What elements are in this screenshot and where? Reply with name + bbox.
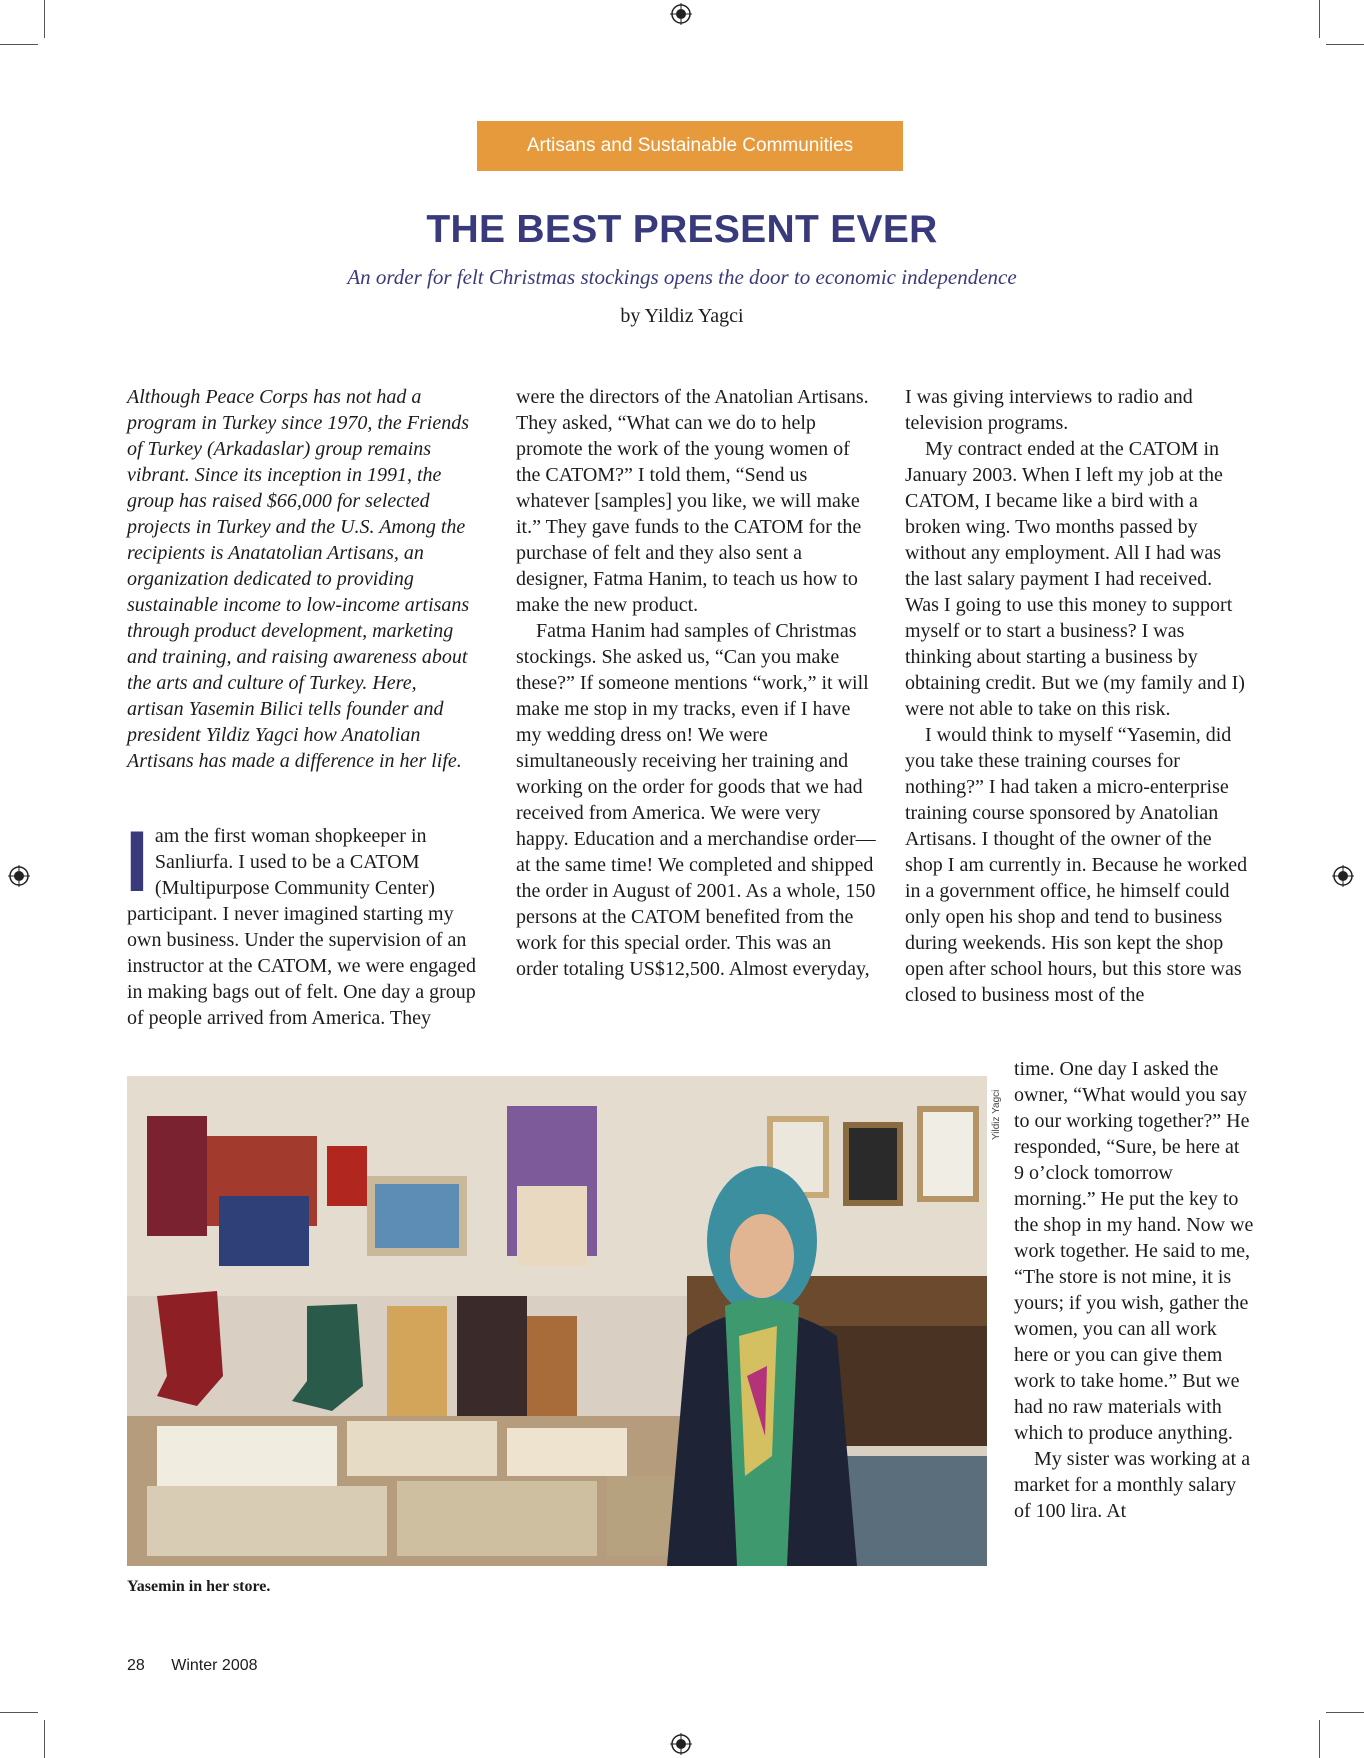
- body-column-3: [905, 384, 1250, 1008]
- body-paragraph: I would think to myself “Yasemin, did you take these training courses for nothing?” I had taken a micro-enterprise training course sponsored by Anatolian Artisans. I thought of the owner of the shop I am currently in. Because he worked in a government office, he himself could only open his shop and tend to business during weekends. His son kept the shop open after school hours, but this store was closed to business most of the: [905, 724, 1248, 1006]
- body-column-3-continued: [1014, 1056, 1254, 1524]
- article-subtitle: An order for felt Christmas stockings opens the door to economic independence: [347, 265, 1017, 289]
- body-text: am the first woman shopkeeper in Sanliurfa. I used to be a CATOM (Multipurpose Community Center) participant. I never imagined starting my own business. Under the supervision of an instructor at the CATOM, we were engaged in making bags out of felt. One day a group of people arrived from America. They: [127, 825, 476, 1029]
- crop-mark: [0, 44, 38, 45]
- crop-mark: [1326, 44, 1364, 45]
- intro-paragraph: [127, 384, 477, 774]
- store-photo: [127, 1076, 987, 1566]
- body-column-2: [516, 384, 876, 982]
- body-paragraph: Fatma Hanim had samples of Christmas stockings. She asked us, “Can you make these?” If someone mentions “work,” it will make me stop in my tracks, even if I have my wedding dress on! We were simultaneously receiving her training and working on the order for goods that we had received from America. We were very happy. Education and a merchandise order—at the same time! We completed and shipped the order in August of 2001. As a whole, 150 persons at the CATOM benefited from the work for this special order. This was an order totaling US$12,500. Almost everyday,: [516, 620, 876, 980]
- photo-caption: Yasemin in her store.: [127, 1578, 271, 1595]
- body-paragraph: My contract ended at the CATOM in January 2003. When I left my job at the CATOM, I became like a bird with a broken wing. Two months passed by without any employment. All I had was the last salary payment I had received. Was I going to use this money to support myself or to start a business? I was thinking about starting a business by obtaining credit. But we (my family and I) were not able to take on this risk.: [905, 438, 1245, 720]
- crop-mark: [0, 1712, 38, 1713]
- drop-cap: I: [125, 814, 149, 910]
- crop-mark: [44, 1720, 45, 1758]
- body-paragraph: time. One day I asked the owner, “What would you say to our working together?” He responded, “Sure, be here at 9 o’clock tomorrow morning.” He put the key to the shop in my hand. Now we work together. He said to me, “The store is not mine, it is yours; if you wish, gather the women, you can all work here or you can give them work to take home.” But we had no raw materials with which to produce anything.: [1014, 1058, 1254, 1444]
- issue-label: Winter 2008: [171, 1657, 258, 1674]
- crop-mark: [1319, 1720, 1320, 1758]
- page-footer: [127, 1657, 280, 1675]
- photo-credit: Yildiz Yagci: [991, 1089, 1002, 1140]
- crop-mark: [1319, 0, 1320, 38]
- crop-mark: [44, 0, 45, 38]
- registration-mark-icon: [670, 3, 692, 25]
- body-paragraph: My sister was working at a market for a monthly salary of 100 lira. At: [1014, 1448, 1251, 1522]
- photo-illustration: [127, 1076, 987, 1566]
- intro-text: Although Peace Corps has not had a program in Turkey since 1970, the Friends of Turkey (Arkadaslar) group remains vibrant. Since its inception in 1991, the group has raised $66,000 for selected projects in Turkey and the U.S. Among the recipients is Anatatolian Artisans, an organization dedicated to providing sustainable income to low-income artisans through product development, marketing and training, and raising awareness about the arts and culture of Turkey. Here, artisan Yasemin Bilici tells founder and president Yildiz Yagci how Anatolian Artisans has made a difference in her life.: [127, 386, 470, 772]
- body-paragraph: were the directors of the Anatolian Artisans. They asked, “What can we do to help promote the work of the young women of the CATOM?” I told them, “Send us whatever [samples] you like, we will make it.” They gave funds to the CATOM for the purchase of felt and they also sent a designer, Fatma Hanim, to teach us how to make the new product.: [516, 386, 869, 616]
- page-number: 28: [127, 1657, 145, 1674]
- byline: by Yildiz Yagci: [620, 305, 744, 327]
- body-column-1: [125, 814, 477, 1031]
- registration-mark-icon: [8, 865, 30, 887]
- body-paragraph: I was giving interviews to radio and television programs.: [905, 386, 1193, 434]
- section-label: Artisans and Sustainable Communities: [477, 121, 903, 171]
- registration-mark-icon: [1332, 865, 1354, 887]
- article-title: THE BEST PRESENT EVER: [426, 208, 938, 251]
- crop-mark: [1326, 1712, 1364, 1713]
- registration-mark-icon: [670, 1733, 692, 1755]
